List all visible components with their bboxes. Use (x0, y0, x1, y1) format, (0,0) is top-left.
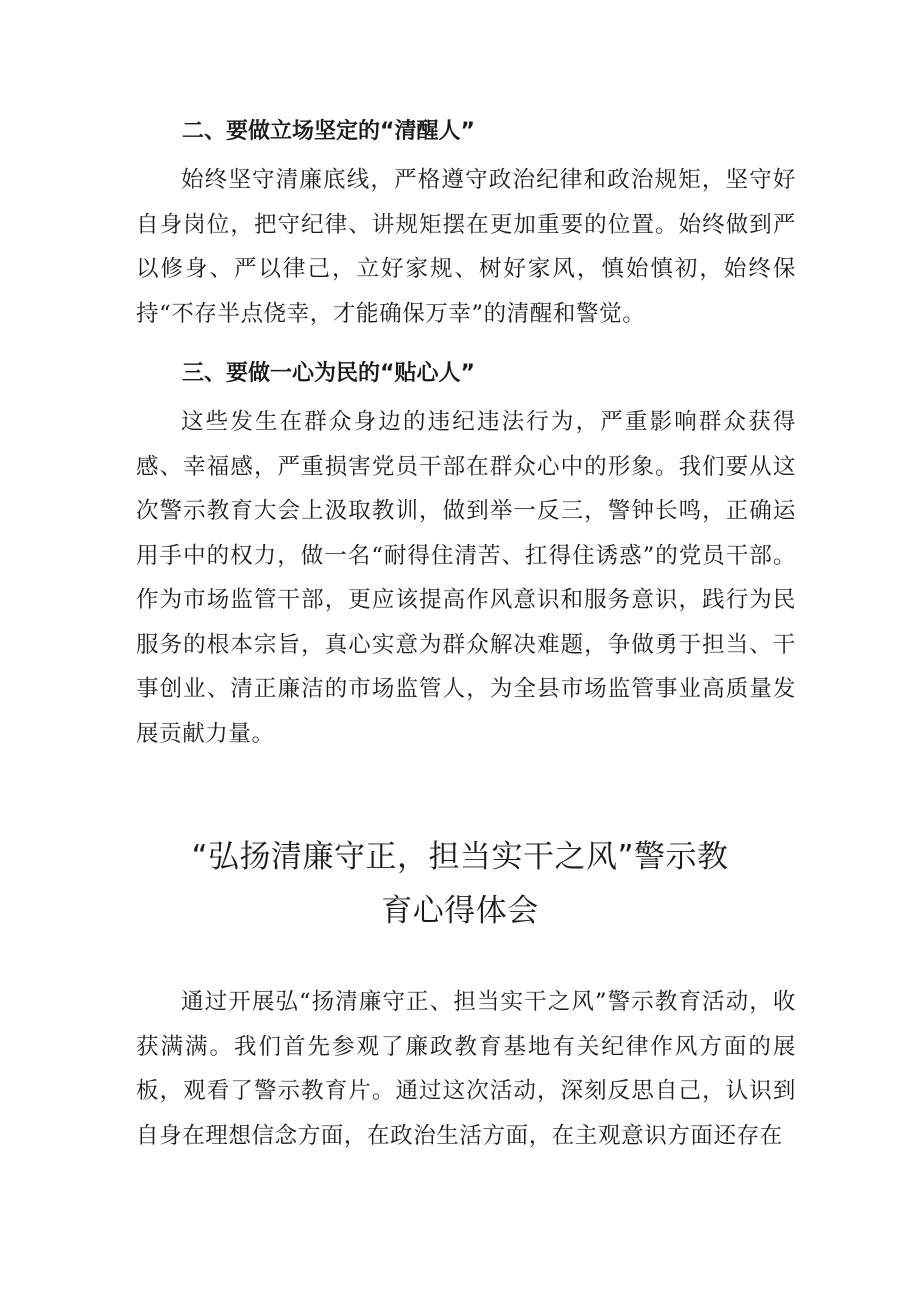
section-paragraph-2: 始终坚守清廉底线，严格遵守政治纪律和政治规矩，坚守好自身岗位，把守纪律、讲规矩摆在更加重要的位置。始终做到严以修身、严以律己，立好家规、树好家风，慎始慎初，始终保持“不存半点侥幸，才能确保万幸”的清醒和警觉。 (136, 167, 796, 327)
section-paragraph-3: 这些发生在群众身边的违纪违法行为，严重影响群众获得感、幸福感，严重损害党员干部在群众心中的形象。我们要从这次警示教育大会上汲取教训，做到举一反三，警钟长鸣，正确运用手中的权力，做一名“耐得住清苦、扛得住诱惑”的党员干部。作为市场监管干部，更应该提高作风意识和服务意识，践行为民服务的根本宗旨，真心实意为群众解决难题，争做勇于担当、干事创业、清正廉洁的市场监管人，为全县市场监管事业高质量发展贡献力量。 (136, 409, 796, 747)
article-paragraph: 通过开展弘“扬清廉守正、担当实干之风”警示教育活动，收获满满。我们首先参观了廉政教育基地有关纪律作风方面的展板，观看了警示教育片。通过这次活动，深刻反思自己，认识到自身在理想信念方面，在政治生活方面，在主观意识方面还存在 (136, 989, 796, 1149)
section-heading-3: 三、要做一心为民的“贴心人” (182, 361, 475, 386)
article-title-line-2: 育心得体会 (381, 893, 539, 929)
article-title-line-1: “弘扬清廉守正，担当实干之风”警示教 (191, 839, 729, 875)
article-title (0, 830, 920, 938)
section-heading-2: 二、要做立场坚定的“清醒人” (182, 119, 475, 144)
